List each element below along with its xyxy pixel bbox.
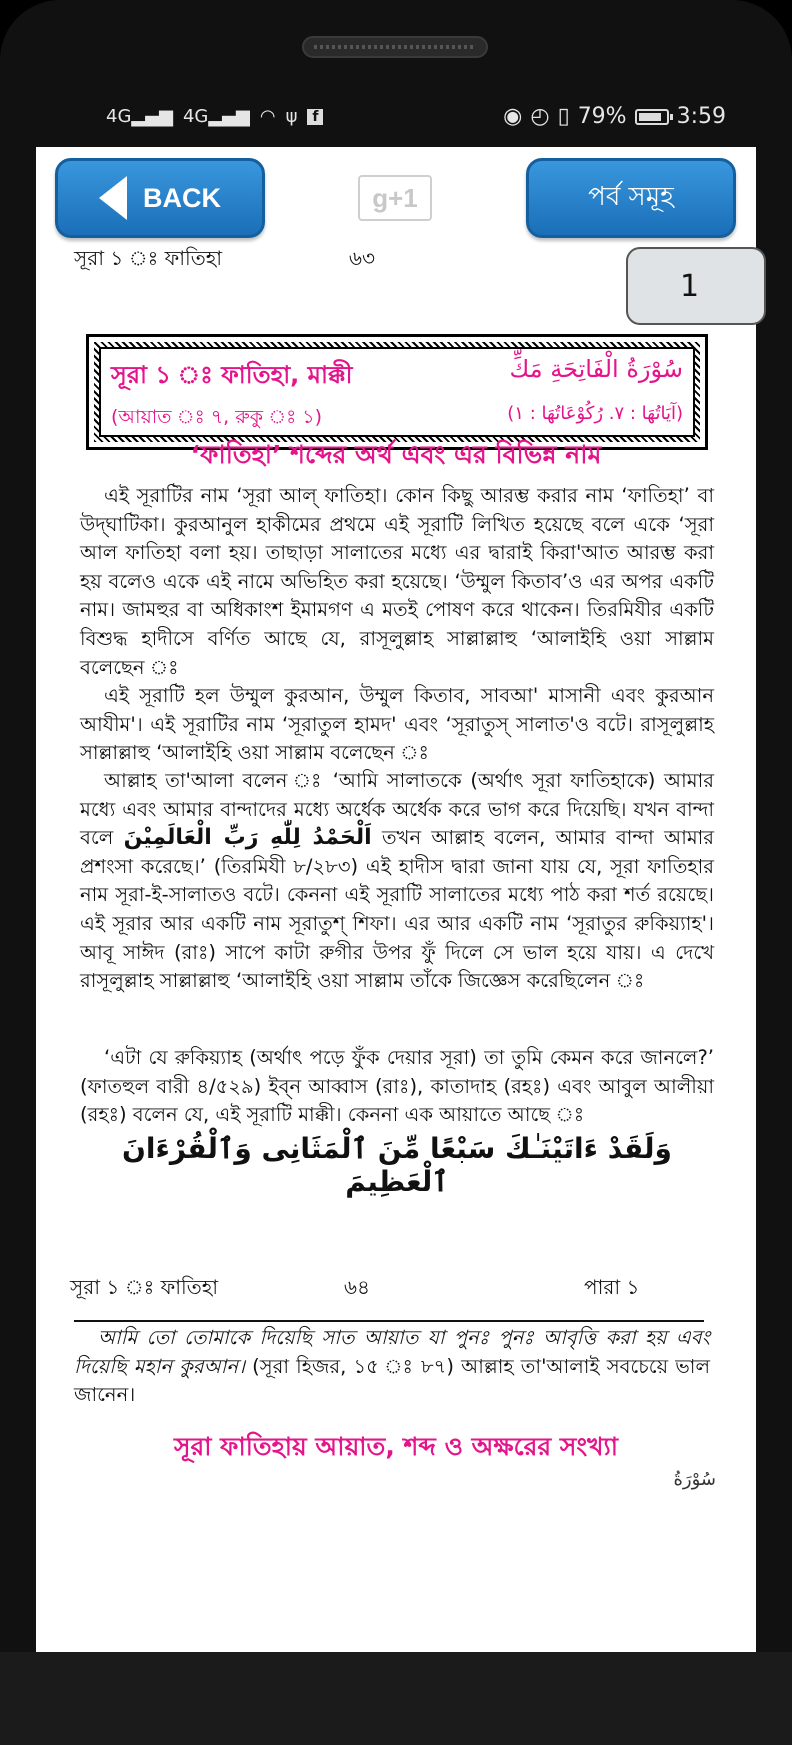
section-heading: ‘ফাতিহা’ শব্দের অর্থ এবং এর বিভিন্ন নাম — [190, 440, 602, 469]
frame-border — [94, 342, 700, 442]
battery-icon — [635, 109, 669, 125]
cut-off-line: سُوْرَةُ — [673, 1469, 716, 1490]
battery-percent: 79% — [577, 104, 627, 129]
facebook-icon: f — [307, 109, 323, 125]
surah-info-bengali: (আয়াত ঃ ৭, রুকু ঃ ১) — [111, 406, 323, 428]
running-header-left: সূরা ১ ঃ ফাতিহা — [74, 246, 223, 270]
eye-icon: ◉ — [503, 104, 523, 129]
alarm-icon: ◴ — [530, 104, 550, 129]
paragraph-1: এই সূরাটির নাম ‘সূরা আল্ ফাতিহা। কোন কিছু আরম্ভ করার নাম ‘ফাতিহা’ বা উদ্‌ঘাটিকা। কুরআনুল হাকীমের প্রথমে এই সূরাটি লিখিত হয়েছে বলে একে ‘সূরা আল ফাতিহা বলা হয়। তাছাড়া সালাতের মধ্যে এর দ্বারাই কিরা'আত আরম্ভ করা হয় বলেও একে এই নামে অভিহিত করা হয়েছে। ‘উম্মুল কিতাব’ও এর অপর একটি নাম। জামহুর বা অধিকাংশ ইমামগণ এ মতই পোষণ করে থাকেন। তিরমিযীর একটি বিশুদ্ধ হাদীসে বর্ণিত আছে যে, রাসূলুল্লাহ সাল্লাল্লাহু ‘আলাইহি ওয়া সাল্লাম বলেছেন ঃ — [80, 484, 714, 679]
bottom-bezel — [0, 1652, 792, 1745]
surah-info-arabic: (آيَاتُهَا : ٧. رُكُوْعَاتُهَا : ١) — [507, 403, 683, 424]
vibrate-icon: ▯ — [557, 104, 570, 129]
paragraph-3-b: তখন আল্লাহ বলেন, আমার বান্দা আমার প্রশংসা করেছে।’ (তিরমিযী ৮/২৮৩) এই হাদীস দ্বারা জানা যায় যে, সূরা ফাতিহার নাম সূরা-ই-সালাতও বটে। কেননা এই সূরাটি সালাতের মধ্যে পাঠ করা শর্ত রয়েছে। এই সূরার আর একটি নাম সূরাতুশ্‌ শিফা। এর আর একটি নাম ‘সূরাতুর রুকিয়্যাহ'। আবূ সাঈদ (রাঃ) সাপে কাটা রুগীর উপর ফুঁ দিলে সে ভাল হয়ে যায়। এ দেখে রাসূলুল্লাহ সাল্লাল্লাহু ‘আলাইহি ওয়া সাল্লাম তাঁকে জিজ্ঞেস করেছিলেন ঃ — [80, 826, 715, 993]
running-header-page-2: ৬৪ — [344, 1275, 370, 1299]
running-header-left-2: সূরা ১ ঃ ফাতিহা — [70, 1275, 219, 1299]
chapters-button[interactable]: পর্ব সমূহ — [526, 158, 736, 238]
surah-title-frame — [86, 334, 708, 450]
paragraph-5-rest: (সূরা হিজর, ১৫ ঃ ৮৭) আল্লাহ তা'আলাই সবচেয়ে ভাল জানেন। — [74, 1354, 710, 1407]
section-heading-2: সূরা ফাতিহায় আয়াত, শব্দ ও অক্ষরের সংখ্যা — [173, 1432, 619, 1461]
clock: 3:59 — [676, 104, 726, 129]
paragraph-3-arabic: اَلْحَمْدُ لِلّٰهِ رَبِّ الْعَالَمِيْنَ — [123, 825, 372, 851]
paragraph-4: ‘এটা যে রুকিয়্যাহ (অর্থাৎ পড়ে ফুঁক দেয়ার সূরা) তা তুমি কেমন করে জানলে?’ (ফাতহুল বারী ৪/৫২৯) ইব্‌ন আব্বাস (রাঃ), কাতাদাহ (রহঃ) এবং আবুল আলীয়া (রহঃ) বলেন যে, এই সূরাটি মাক্কী। কেননা এক আয়াতে আছে ঃ — [80, 1046, 714, 1127]
frame-inner — [99, 347, 695, 437]
paragraph-2: এই সূরাটি হল উম্মুল কুরআন, উম্মুল কিতাব, সাবআ' মাসানী এবং কুরআন আযীম'। এই সূরাটির নাম ‘সূরাতুল হামদ' এবং ‘সূরাতুস্‌ সালাত'ও বটে। রাসূলুল্লাহ সাল্লাল্লাহু ‘আলাইহি ওয়া সাল্লাম বলেছেন ঃ — [80, 684, 714, 765]
status-right — [503, 104, 726, 129]
signal-icon: 4G▂▄▆ — [106, 106, 173, 127]
back-label: BACK — [143, 182, 221, 213]
paragraph-3 — [80, 767, 714, 996]
usb-icon: ψ — [285, 106, 298, 127]
signal-icon-2: 4G▂▄▆ — [182, 106, 250, 127]
running-header-right-2: পারা ১ — [584, 1275, 640, 1299]
page-number-input[interactable]: 1 — [626, 247, 766, 325]
google-plus-button[interactable]: g+1 — [358, 175, 432, 221]
surah-title-arabic: سُوْرَةُ الْفَاتِحَةِ مَكِّ — [509, 355, 683, 383]
status-left — [106, 106, 323, 127]
speaker-grille — [302, 36, 488, 58]
wifi-icon: ◠ — [259, 106, 276, 127]
footnote-rule — [74, 1320, 704, 1322]
back-arrow-icon — [99, 176, 127, 220]
running-header-page: ৬৩ — [349, 246, 376, 270]
status-bar — [36, 96, 756, 148]
arabic-verse: وَلَقَدْ ءَاتَيْنَـٰكَ سَبْعًا مِّنَ ٱلْمَثَانِى وَٱلْقُرْءَانَ ٱلْعَظِيمَ — [122, 1132, 672, 1198]
back-button[interactable] — [55, 158, 265, 238]
paragraph-5 — [74, 1324, 710, 1410]
surah-title-bengali: সূরা ১ ঃ ফাতিহা, মাক্কী — [111, 361, 353, 389]
app-screen — [36, 147, 756, 1652]
paragraph-5-italic: আমি তো তোমাকে দিয়েছি সাত আয়াত যা পুনঃ পুনঃ আবৃত্তি করা হয় এবং দিয়েছি মহান কুরআন। — [74, 1326, 710, 1378]
paragraph-3-a: আল্লাহ তা'আলা বলেন ঃ ‘আমি সালাতকে (অর্থাৎ সূরা ফাতিহাকে) আমার মধ্যে এবং আমার বান্দাদের মধ্যে অর্ধেক অর্ধেক করে ভাগ করে দিয়েছি। যখন বান্দা বলে — [80, 769, 714, 850]
